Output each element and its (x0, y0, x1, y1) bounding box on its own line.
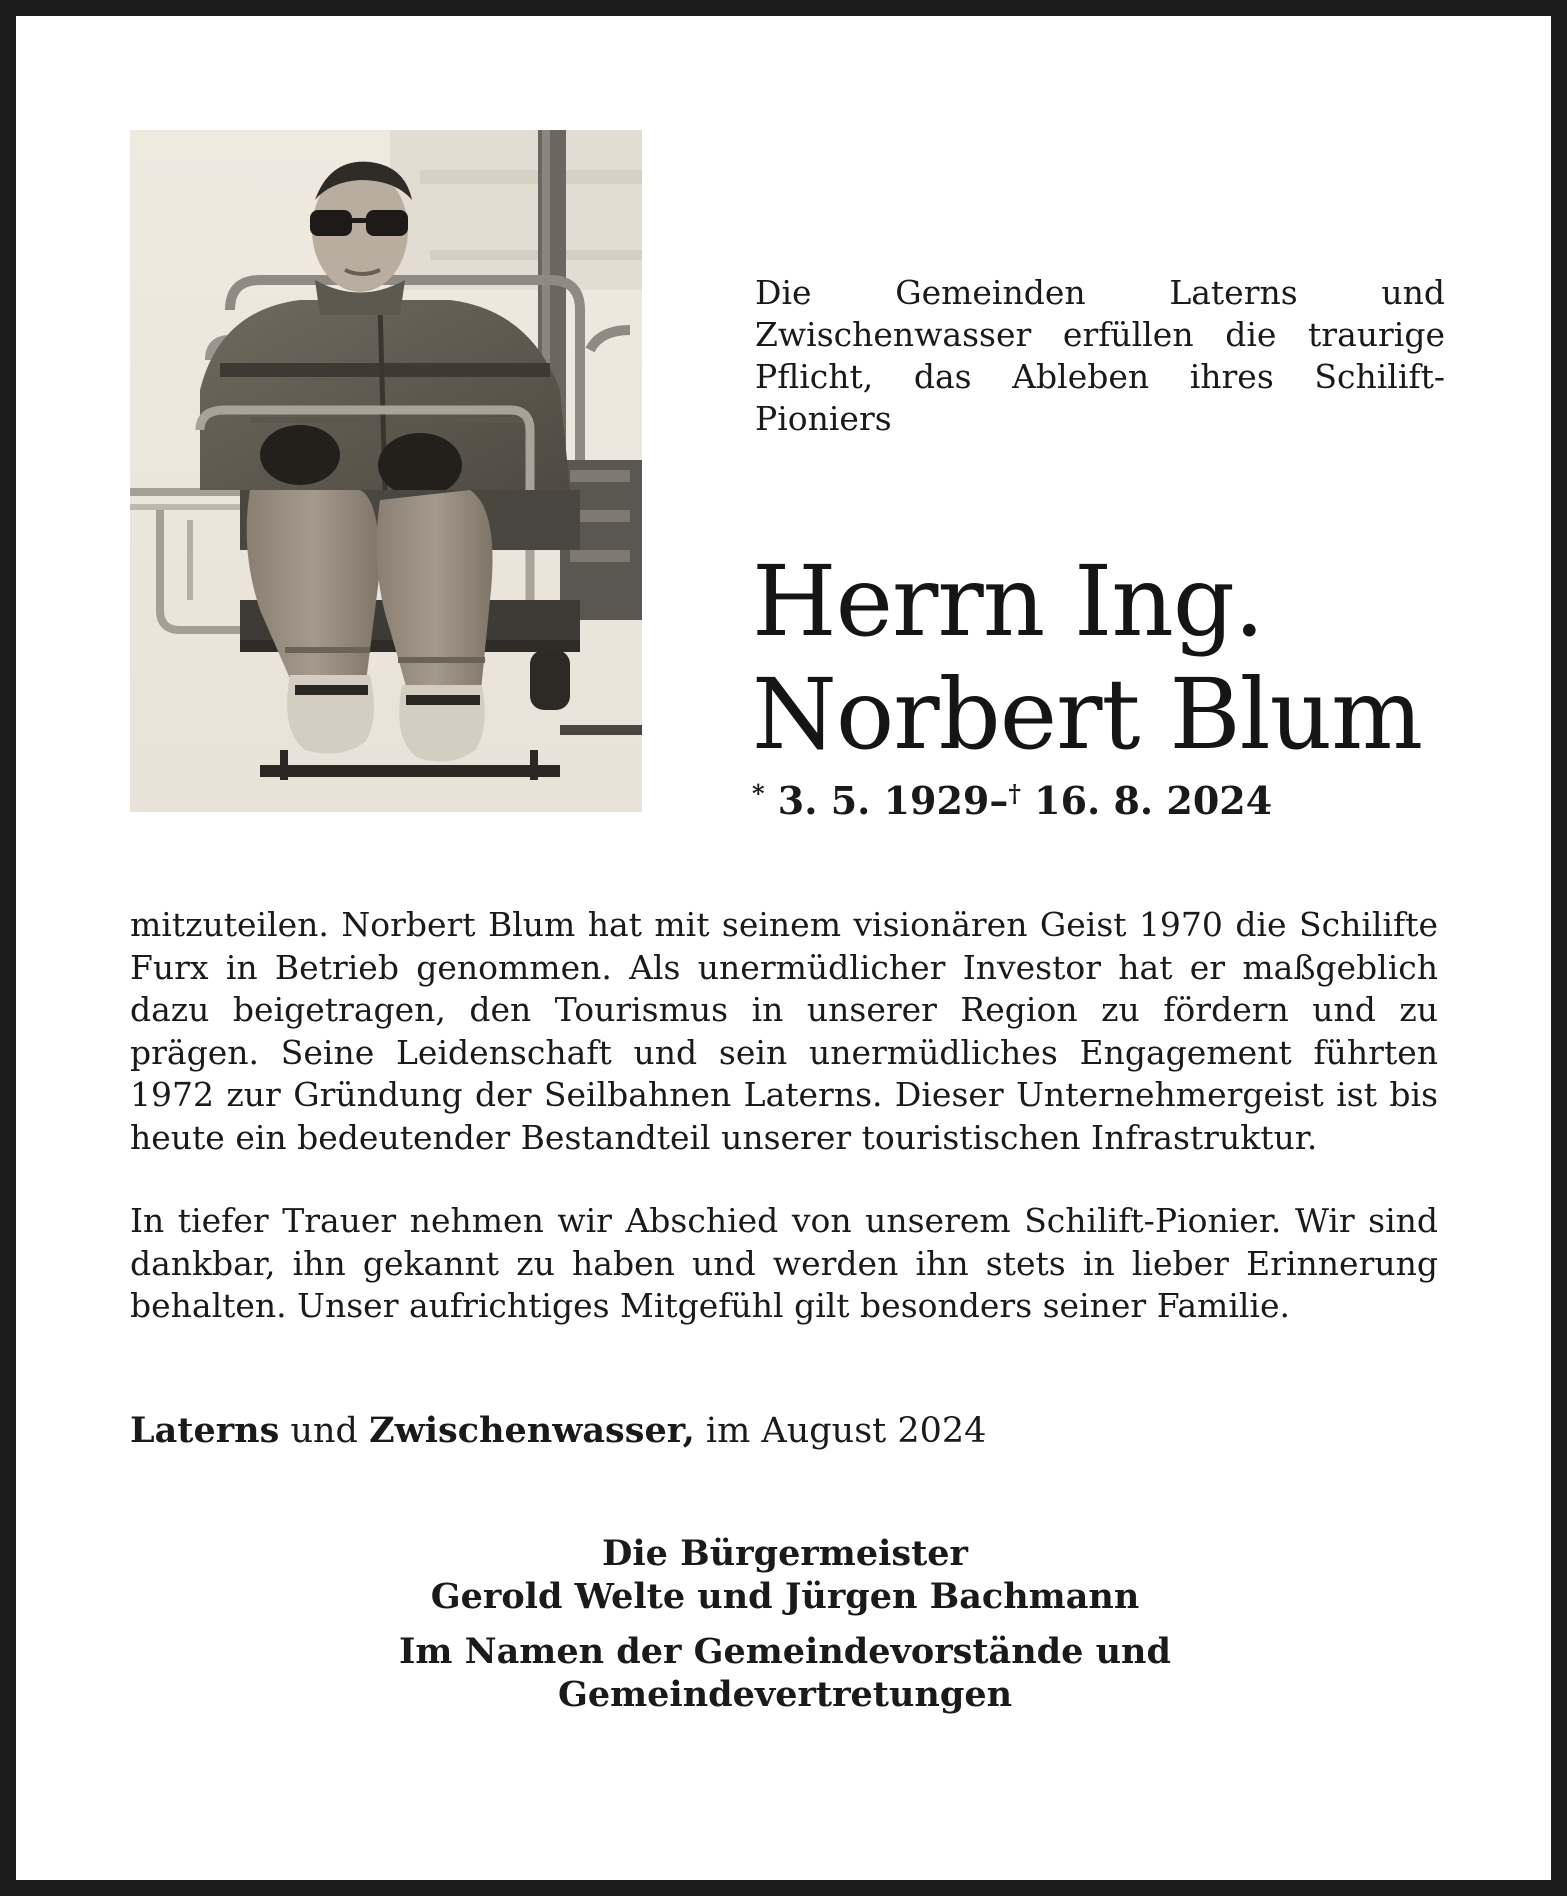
name-line-1: Herrn Ing. (752, 545, 1264, 658)
date-separator: – (989, 778, 1009, 823)
town-laterns: Laterns (130, 1410, 280, 1451)
signature-title: Die Bürgermeister (602, 1533, 968, 1574)
signature-mayors (330, 1532, 1240, 1618)
behalf-line-2: Gemeindevertretungen (557, 1674, 1013, 1715)
signature-behalf (330, 1630, 1240, 1716)
tribute-paragraph: mitzuteilen. Norbert Blum hat mit seinem visionären Geist 1970 die Schilifte Furx in Betrieb genommen. Als unermüdlicher Investor hat er maßgeblich dazu beigetragen, den Tourismus in unserer Region zu fördern und zu prägen. Seine Leidenschaft und sein unermüdliches Engagement führten 1972 zur Gründung der Seilbahnen Laterns. Dieser Unternehmergeist ist bis heute ein bedeutender Bestandteil unserer touristischen Infrastruktur. (130, 905, 1438, 1157)
signature-names: Gerold Welte und Jürgen Bachmann (430, 1576, 1140, 1617)
intro-text: Die Gemeinden Laterns und Zwischenwasser erfüllen die traurige Pflicht, das Ableben ihres Schilift-Pioniers (755, 273, 1445, 438)
place-date: im August 2024 (694, 1411, 987, 1451)
birth-symbol: * (752, 779, 765, 808)
name-line-2: Norbert Blum (752, 658, 1423, 771)
chairlift-photo-illustration (130, 130, 642, 812)
life-dates (752, 778, 1272, 823)
condolence-paragraph: In tiefer Trauer nehmen wir Abschied von unserem Schilift-Pionier. Wir sind dankbar, ihn gekannt zu haben und werden ihn stets in lieber Erinnerung behalten. Unser aufrichtiges Mitgefühl gilt besonders seiner Familie. (130, 1201, 1438, 1325)
death-date: 16. 8. 2024 (1034, 778, 1273, 823)
deceased-name (752, 545, 1472, 771)
birth-date: 3. 5. 1929 (777, 778, 990, 823)
town-zwischenwasser: Zwischenwasser, (369, 1410, 695, 1451)
portrait-photo (130, 130, 642, 812)
place-date-line (130, 1410, 986, 1451)
place-and: und (279, 1411, 370, 1451)
behalf-line-1: Im Namen der Gemeindevorstände und (399, 1631, 1171, 1672)
death-symbol: † (1008, 779, 1021, 808)
